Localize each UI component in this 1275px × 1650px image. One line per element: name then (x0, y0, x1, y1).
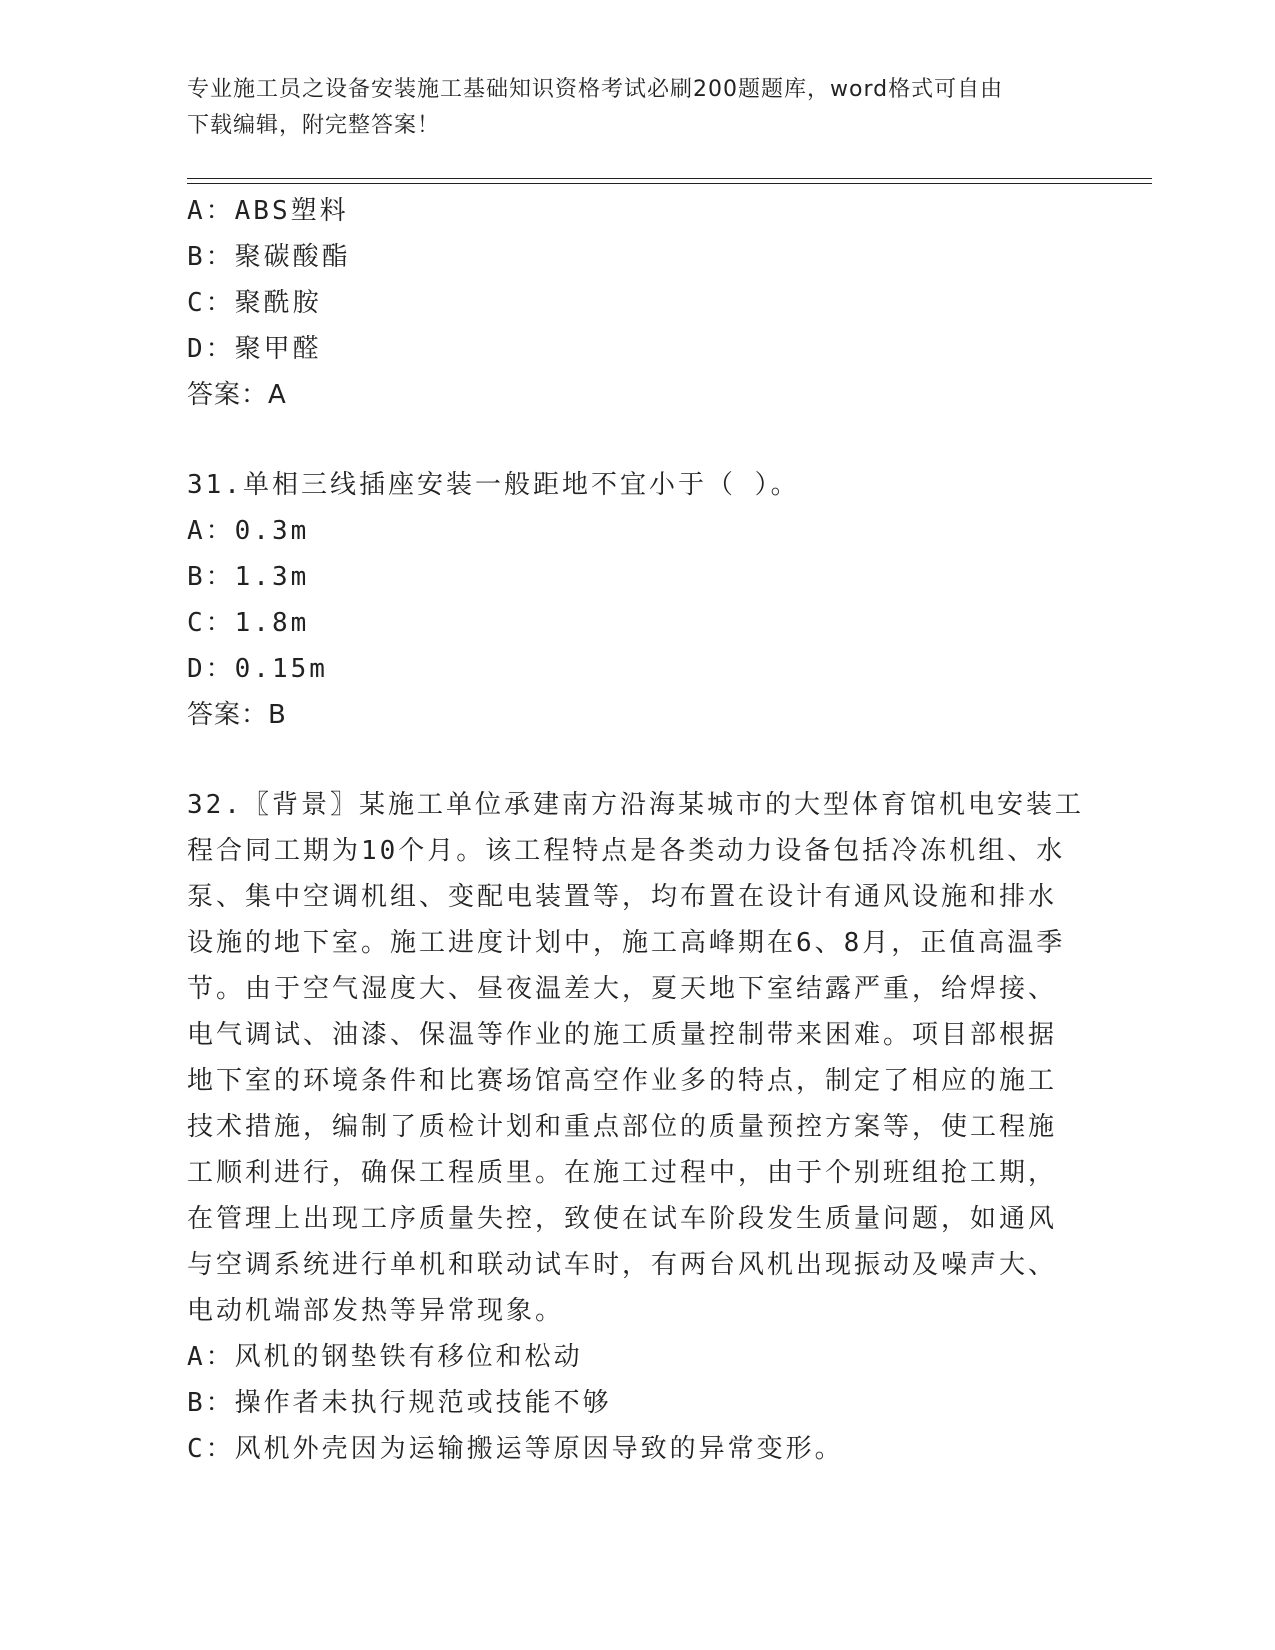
question-stem-line: 在管理上出现工序质量失控，致使在试车阶段发生质量问题，如通风 (187, 1204, 1058, 1234)
question-31 (187, 462, 1087, 738)
header-rule-bottom (187, 183, 1152, 184)
question-stem: 31.单相三线插座安装一般距地不宜小于（ ）。 (187, 470, 800, 500)
option-a: A：风机的钢垫铁有移位和松动 (187, 1342, 583, 1372)
option-a: A：0.3m (187, 516, 310, 546)
question-32 (187, 782, 1087, 1472)
option-d: D：聚甲醛 (187, 334, 322, 364)
option-c: C：风机外壳因为运输搬运等原因导致的异常变形。 (187, 1434, 844, 1464)
question-stem-line: 电气调试、油漆、保温等作业的施工质量控制带来困难。项目部根据 (187, 1020, 1058, 1050)
document-header (187, 72, 1087, 144)
spacer (187, 418, 1087, 462)
question-stem-line: 地下室的环境条件和比赛场馆高空作业多的特点，制定了相应的施工 (187, 1066, 1058, 1096)
question-content (187, 188, 1087, 1472)
option-b: B：1.3m (187, 562, 310, 592)
question-stem-line: 泵、集中空调机组、变配电装置等，均布置在设计有通风设施和排水 (187, 882, 1058, 912)
option-b: B：操作者未执行规范或技能不够 (187, 1388, 612, 1418)
question-stem-line: 32.〖背景〗某施工单位承建南方沿海某城市的大型体育馆机电安装工 (187, 790, 1084, 820)
question-stem-line: 节。由于空气湿度大、昼夜温差大，夏天地下室结露严重，给焊接、 (187, 974, 1058, 1004)
answer-line: 答案：A (187, 380, 287, 410)
answer-line: 答案：B (187, 700, 287, 730)
option-d: D：0.15m (187, 654, 328, 684)
question-stem-line: 电动机端部发热等异常现象。 (187, 1296, 565, 1326)
spacer (187, 738, 1087, 782)
header-rule-top (187, 178, 1152, 179)
option-c: C：聚酰胺 (187, 288, 322, 318)
header-line-2: 下载编辑，附完整答案！ (187, 113, 441, 138)
question-stem-line: 技术措施，编制了质检计划和重点部位的质量预控方案等，使工程施 (187, 1112, 1058, 1142)
question-stem-line: 程合同工期为10个月。该工程特点是各类动力设备包括冷冻机组、水 (187, 836, 1066, 866)
header-line-1: 专业施工员之设备安装施工基础知识资格考试必刷200题题库，word格式可自由 (187, 77, 1004, 102)
question-30 (187, 188, 1087, 418)
question-stem-line: 与空调系统进行单机和联动试车时，有两台风机出现振动及噪声大、 (187, 1250, 1058, 1280)
option-b: B：聚碳酸酯 (187, 242, 351, 272)
option-a: A：ABS塑料 (187, 196, 349, 226)
question-stem-line: 设施的地下室。施工进度计划中，施工高峰期在6、8月，正值高温季 (187, 928, 1066, 958)
option-c: C：1.8m (187, 608, 310, 638)
question-stem-line: 工顺利进行，确保工程质里。在施工过程中，由于个别班组抢工期， (187, 1158, 1058, 1188)
